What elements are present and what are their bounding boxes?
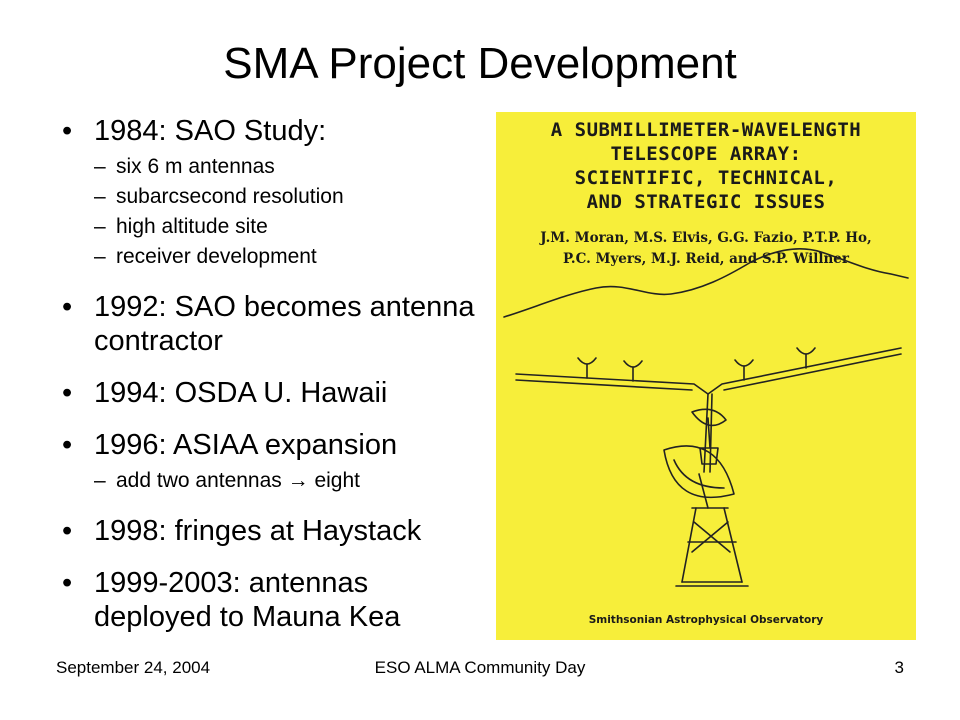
- cover-title-line: AND STRATEGIC ISSUES: [586, 191, 826, 213]
- mountain-ridge: [504, 249, 908, 317]
- cover-title-line: A SUBMILLIMETER-WAVELENGTH: [550, 119, 862, 141]
- slide-number: 3: [894, 658, 904, 677]
- center-track: [704, 394, 708, 472]
- array-track: [516, 348, 901, 394]
- cover-author-line: P.C. Myers, M.J. Reid, and S.P. Willner: [563, 251, 849, 267]
- telescope-array-sketch: [496, 112, 916, 640]
- bullet-1996: • 1996: ASIAA expansion: [62, 428, 482, 462]
- sub-bullet: – receiver development: [62, 242, 482, 272]
- sub-bullet: – add two antennas → eight: [62, 466, 482, 496]
- antenna-large: [664, 446, 748, 586]
- sub-bullet: – high altitude site: [62, 212, 482, 242]
- antenna-small: [578, 358, 596, 378]
- bullet-1996-sublist: [62, 466, 482, 496]
- footer-event-name: ESO ALMA Community Day: [374, 658, 586, 677]
- cover-title-line: TELESCOPE ARRAY:: [610, 143, 802, 165]
- bullet-1984: • 1984: SAO Study:: [62, 114, 482, 148]
- report-cover-image: [496, 112, 916, 640]
- bullet-1998: • 1998: fringes at Haystack: [62, 514, 482, 548]
- antenna-small: [624, 361, 642, 381]
- antenna-small: [797, 348, 815, 368]
- sub-bullet: – subarcsecond resolution: [62, 182, 482, 212]
- bullet-1984-sublist: [62, 152, 482, 272]
- cover-author-line: J.M. Moran, M.S. Elvis, G.G. Fazio, P.T.P. Ho,: [540, 230, 872, 246]
- footer-date: September 24, 2004: [56, 658, 211, 677]
- antenna-medium: [692, 409, 726, 464]
- cover-title-line: SCIENTIFIC, TECHNICAL,: [574, 167, 838, 189]
- cover-publisher: Smithsonian Astrophysical Observatory: [588, 614, 824, 626]
- bullet-1992: • 1992: SAO becomes antenna contractor: [62, 290, 482, 358]
- slide-title: SMA Project Development: [223, 39, 737, 88]
- bullet-list: [62, 114, 482, 634]
- bullet-1999-2003: • 1999-2003: antennas deployed to Mauna Kea: [62, 566, 482, 634]
- bullet-1994: • 1994: OSDA U. Hawaii: [62, 376, 482, 410]
- antenna-small: [735, 360, 753, 380]
- sub-bullet: – six 6 m antennas: [62, 152, 482, 182]
